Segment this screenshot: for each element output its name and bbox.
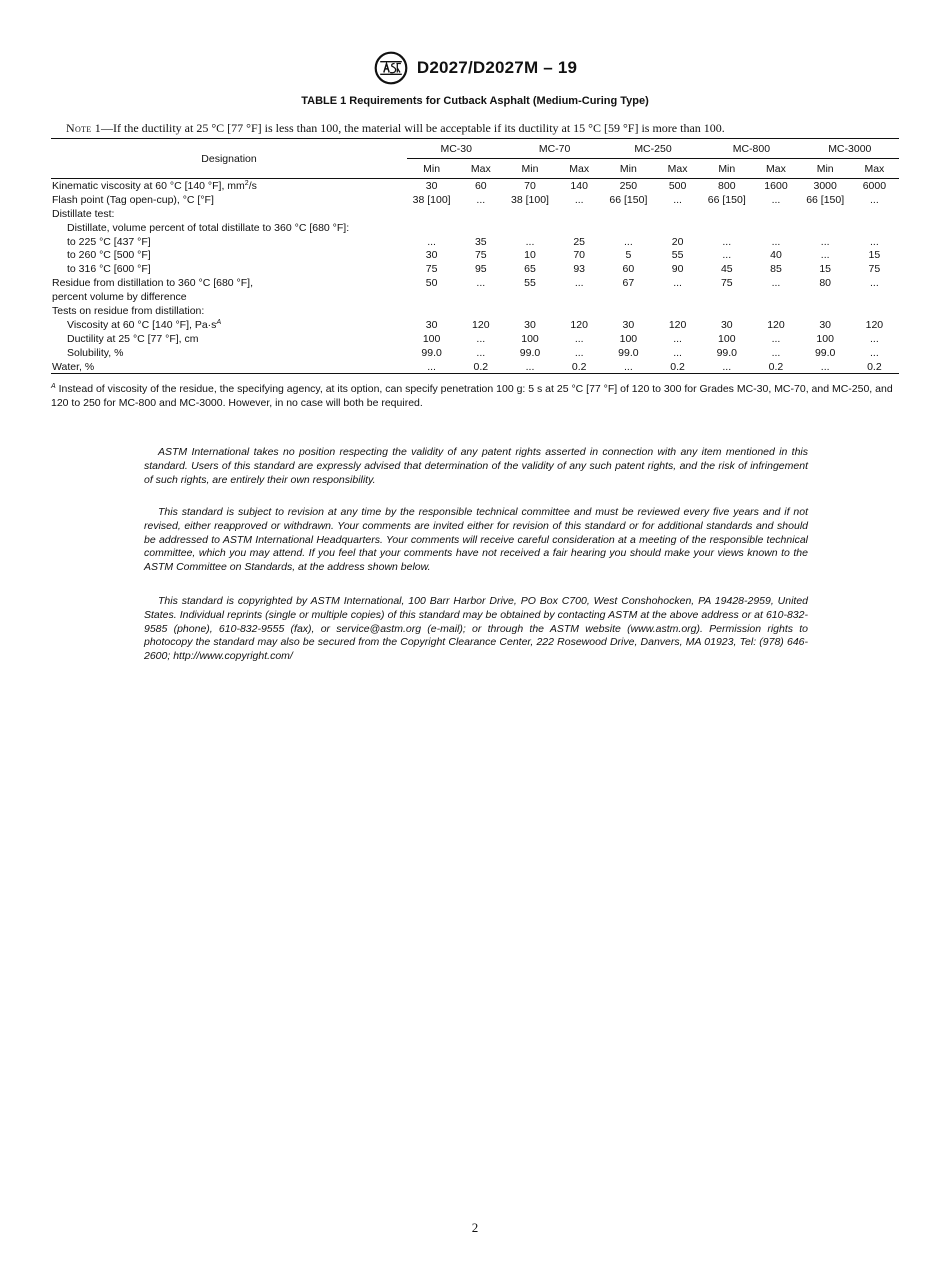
table-cell: [505, 221, 554, 235]
table-cell: [505, 207, 554, 221]
row-label-text: Distillate test:: [52, 207, 115, 220]
table-cell: 66 [150]: [609, 193, 648, 206]
table-cell: ...: [673, 346, 682, 359]
max-header: Max: [456, 159, 505, 179]
row-label: [51, 193, 407, 207]
requirements-table: [51, 138, 899, 374]
table-cell: 15: [819, 263, 832, 276]
table-cell: 99.0: [814, 346, 836, 359]
max-header: Max: [751, 159, 800, 179]
table-row: [51, 193, 899, 207]
table-cell: [850, 221, 899, 235]
patent-statement: ASTM International takes no position respecting the validity of any patent rights asserted in connection with any item mentioned in this standard. Users of this standard are expressly advised that determination of the validity of any such patent rights, and the risk of infringement of such rights, are entirely their own responsibility.: [144, 446, 808, 486]
table-cell: [407, 221, 456, 235]
table-cell: 70: [524, 179, 536, 192]
table-cell: 0.2: [653, 360, 702, 374]
table-cell: [653, 207, 702, 221]
table-cell: ...: [820, 249, 830, 262]
row-label: [51, 262, 407, 276]
table-cell: ...: [624, 235, 633, 248]
row-label-superscript: 2: [244, 179, 249, 187]
table-cell: 45: [720, 263, 733, 276]
row-label-superscript: A: [216, 318, 222, 326]
table-cell: 80: [819, 277, 832, 290]
table-cell: [555, 304, 604, 318]
table-cell: [505, 290, 554, 304]
table-cell: [801, 290, 850, 304]
table-cell: 75: [474, 249, 487, 262]
min-header: Min: [407, 159, 456, 179]
table-cell: 38 [100]: [412, 193, 451, 206]
table-cell: 250: [619, 179, 638, 192]
table-cell: 100: [619, 332, 638, 345]
min-header: Min: [702, 159, 751, 179]
table-cell: ...: [870, 235, 879, 248]
table-cell: ...: [801, 360, 850, 374]
table-cell: [456, 304, 505, 318]
table-row: [51, 346, 899, 360]
table-cell: [801, 221, 850, 235]
table-cell: [456, 221, 505, 235]
table-cell: 55: [524, 277, 536, 290]
grade-header: MC-250: [604, 139, 702, 159]
table-row: [51, 248, 899, 262]
table-cell: 500: [668, 179, 687, 192]
table-cell: 100: [521, 332, 539, 345]
table-cell: ...: [574, 277, 584, 290]
table-cell: [456, 290, 505, 304]
table-cell: 99.0: [421, 346, 442, 359]
table-cell: 20: [671, 235, 684, 248]
table-cell: [702, 221, 751, 235]
table-cell: ...: [673, 332, 682, 345]
table-cell: [555, 207, 604, 221]
table-cell: [407, 290, 456, 304]
table-cell: ...: [870, 346, 879, 359]
grade-header: MC-70: [505, 139, 603, 159]
table-cell: 0.2: [850, 360, 899, 374]
table-cell: [407, 304, 456, 318]
table-cell: 99.0: [716, 346, 737, 359]
copyright-statement: This standard is copyrighted by ASTM International, 100 Barr Harbor Drive, PO Box C700, West Conshohocken, PA 19428-2959, United States. Individual reprints (single or multiple copies) of this standard may be obtained by contacting ASTM at the above address or at 610-832-9585 (phone), 610-832-9555 (fax), or service@astm.org (e-mail); or through the ASTM website (www.astm.org). Permission rights to photocopy the standard may also be secured from the Copyright Clearance Center, 222 Rosewood Drive, Danvers, MA 01923, Tel: (978) 646-2600; http://www.copyright.com/: [144, 595, 808, 663]
row-label-text: to 260 °C [500 °F]: [67, 249, 151, 262]
table-cell: 38 [100]: [511, 193, 549, 206]
row-label: [51, 235, 407, 249]
table-cell: ...: [476, 346, 486, 359]
table-cell: 35: [474, 235, 487, 248]
table-cell: 140: [570, 179, 588, 192]
table-cell: 30: [524, 318, 536, 331]
min-header: Min: [801, 159, 850, 179]
table-cell: ...: [427, 235, 436, 248]
row-label: [51, 360, 407, 374]
footnote-marker: A: [51, 383, 56, 390]
table-row: [51, 276, 899, 290]
table-cell: ...: [574, 346, 584, 359]
note-label: Note 1: [66, 121, 102, 135]
grade-header: MC-800: [702, 139, 800, 159]
table-cell: ...: [673, 193, 682, 206]
table-cell: [850, 290, 899, 304]
table-cell: 100: [718, 332, 736, 345]
table-cell: ...: [476, 277, 486, 290]
table-row: [51, 332, 899, 346]
table-cell: 120: [472, 318, 490, 331]
row-label-text: Ductility at 25 °C [77 °F], cm: [67, 332, 199, 345]
table-cell: [456, 207, 505, 221]
table-cell: 93: [573, 263, 586, 276]
row-label-text: Distillate, volume percent of total distillate to 360 °C [680 °F]:: [67, 221, 350, 234]
table-cell: ...: [505, 360, 554, 374]
table-cell: 10: [524, 249, 536, 262]
footnote-text: Instead of viscosity of the residue, the specifying agency, at its option, can specify penetration 100 g: 5 s at 25 °C [77 °F] of 120 to 300 for Grades MC-30, MC-70, and MC-250, and 120 to 250 for MC-800 and MC-3000. However, in no case will both be required.: [51, 383, 893, 409]
table-cell: ...: [722, 235, 732, 248]
table-cell: [653, 304, 702, 318]
page-number: 2: [471, 1220, 479, 1235]
table-row: [51, 179, 899, 193]
table-cell: 3000: [813, 179, 837, 192]
table-cell: [702, 207, 751, 221]
row-label: [51, 276, 407, 290]
table-cell: ...: [702, 360, 751, 374]
table-row: [51, 360, 899, 374]
table-row: [51, 290, 899, 304]
table-cell: 30: [720, 318, 733, 331]
table-body: [51, 179, 899, 374]
table-cell: 30: [425, 249, 438, 262]
table-cell: 60: [622, 263, 635, 276]
table-cell: 800: [718, 179, 736, 192]
row-label-text: percent volume by difference: [52, 291, 187, 304]
table-cell: ...: [722, 249, 732, 262]
row-label-text: to 225 °C [437 °F]: [67, 235, 151, 248]
table-cell: ...: [820, 235, 830, 248]
table-cell: [751, 221, 800, 235]
row-label: [51, 179, 407, 193]
row-label: [51, 332, 407, 346]
table-title: TABLE 1 Requirements for Cutback Asphalt (Medium-Curing Type): [301, 95, 649, 107]
table-cell: 0.2: [456, 360, 505, 374]
table-cell: ...: [407, 360, 456, 374]
table-cell: 55: [671, 249, 684, 262]
table-cell: 66 [150]: [707, 193, 746, 206]
table-cell: ...: [771, 277, 781, 290]
grade-header: MC-3000: [801, 139, 899, 159]
row-label-text: Flash point (Tag open-cup), °C [°F]: [52, 193, 214, 206]
table-cell: 120: [668, 318, 687, 331]
table-cell: 60: [474, 179, 487, 192]
table-cell: [407, 207, 456, 221]
max-header: Max: [555, 159, 604, 179]
table-cell: [850, 207, 899, 221]
table-cell: 40: [770, 249, 782, 262]
row-label-text: Tests on residue from distillation:: [52, 304, 205, 317]
table-footnote: [51, 380, 901, 410]
row-label-text: Kinematic viscosity at 60 °C [140 °F], mm: [52, 179, 245, 192]
table-row: [51, 304, 899, 318]
table-cell: 30: [425, 179, 438, 192]
table-cell: ...: [771, 346, 781, 359]
table-cell: 0.2: [555, 360, 604, 374]
table-cell: ...: [476, 332, 486, 345]
table-cell: 30: [819, 318, 832, 331]
table-cell: 65: [524, 263, 536, 276]
document-header: [0, 50, 950, 86]
min-header: Min: [604, 159, 653, 179]
max-header: Max: [850, 159, 899, 179]
row-label: [51, 318, 407, 332]
table-cell: [604, 221, 653, 235]
note-text: —If the ductility at 25 °C [77 °F] is less than 100, the material will be acceptable if its ductility at 15 °C [59 °F] is more than 100.: [101, 121, 725, 135]
table-cell: 75: [720, 277, 733, 290]
table-cell: [801, 207, 850, 221]
table-cell: [604, 290, 653, 304]
table-note: [66, 121, 906, 136]
table-row: [51, 262, 899, 276]
revision-statement: This standard is subject to revision at any time by the responsible technical committee and must be reviewed every five years and if not revised, either reapproved or withdrawn. Your comments are invited either for revision of this standard or for additional standards and should be addressed to ASTM International Headquarters. Your comments will receive careful consideration at a meeting of the responsible technical committee, which you may attend. If you feel that your comments have not received a fair hearing you should make your views known to the ASTM Committee on Standards, at the address shown below.: [144, 506, 808, 574]
table-cell: [653, 290, 702, 304]
table-cell: [604, 207, 653, 221]
table-cell: ...: [574, 193, 584, 206]
row-label: [51, 290, 407, 304]
table-cell: 0.2: [751, 360, 800, 374]
table-cell: 120: [570, 318, 588, 331]
table-cell: 66 [150]: [806, 193, 845, 206]
table-cell: [801, 304, 850, 318]
table-cell: 75: [868, 263, 881, 276]
table-cell: [751, 207, 800, 221]
table-cell: 100: [422, 332, 441, 345]
table-cell: ...: [476, 193, 486, 206]
table-cell: [751, 304, 800, 318]
table-cell: 15: [868, 249, 881, 262]
table-cell: ...: [870, 277, 879, 290]
table-cell: 120: [767, 318, 785, 331]
table-row: [51, 235, 899, 249]
row-label-text: Solubility, %: [67, 346, 124, 359]
document-number: D2027/D2027M – 19: [416, 58, 578, 77]
table-row: [51, 207, 899, 221]
max-header: Max: [653, 159, 702, 179]
table-cell: 120: [865, 318, 884, 331]
table-cell: ...: [870, 193, 879, 206]
table-cell: 75: [425, 263, 438, 276]
table-cell: 100: [816, 332, 834, 345]
table-row: [51, 221, 899, 235]
table-cell: 90: [671, 263, 684, 276]
table-cell: [653, 221, 702, 235]
row-label: [51, 221, 407, 235]
table-cell: ...: [771, 332, 781, 345]
table-cell: 1600: [764, 179, 788, 192]
table-cell: 85: [770, 263, 782, 276]
table-cell: 99.0: [618, 346, 639, 359]
table-cell: ...: [771, 235, 781, 248]
table-cell: 25: [573, 235, 586, 248]
table-cell: 99.0: [519, 346, 541, 359]
row-label-suffix: /s: [248, 179, 257, 192]
table-cell: 6000: [862, 179, 887, 192]
table-cell: [702, 304, 751, 318]
table-cell: [702, 290, 751, 304]
table-cell: 67: [622, 277, 635, 290]
row-label: [51, 207, 407, 221]
table-cell: 50: [425, 277, 438, 290]
table-cell: 30: [425, 318, 438, 331]
table-cell: [850, 304, 899, 318]
astm-logo-icon: [373, 50, 409, 86]
table-cell: 70: [573, 249, 586, 262]
grade-header-row: [51, 139, 899, 159]
designation-header: Designation: [51, 139, 407, 179]
table-cell: ...: [870, 332, 879, 345]
table-cell: [555, 221, 604, 235]
table-cell: [505, 304, 554, 318]
table-cell: ...: [771, 193, 781, 206]
row-label: [51, 248, 407, 262]
table-cell: ...: [673, 277, 682, 290]
row-label-text: Viscosity at 60 °C [140 °F], Pa·s: [67, 318, 217, 331]
row-label-text: Residue from distillation to 360 °C [680 °F],: [52, 277, 253, 290]
row-label: [51, 304, 407, 318]
table-cell: [604, 304, 653, 318]
table-cell: [555, 290, 604, 304]
row-label-text: to 316 °C [600 °F]: [67, 263, 151, 276]
table-cell: [751, 290, 800, 304]
table-cell: ...: [604, 360, 653, 374]
table-cell: 5: [625, 249, 632, 262]
table-cell: 95: [474, 263, 487, 276]
row-label: [51, 346, 407, 360]
table-cell: 30: [622, 318, 635, 331]
grade-header: MC-30: [407, 139, 505, 159]
table-cell: ...: [525, 235, 535, 248]
table-cell: ...: [574, 332, 584, 345]
row-label-text: Water, %: [52, 360, 95, 373]
min-header: Min: [505, 159, 554, 179]
table-row: [51, 318, 899, 332]
